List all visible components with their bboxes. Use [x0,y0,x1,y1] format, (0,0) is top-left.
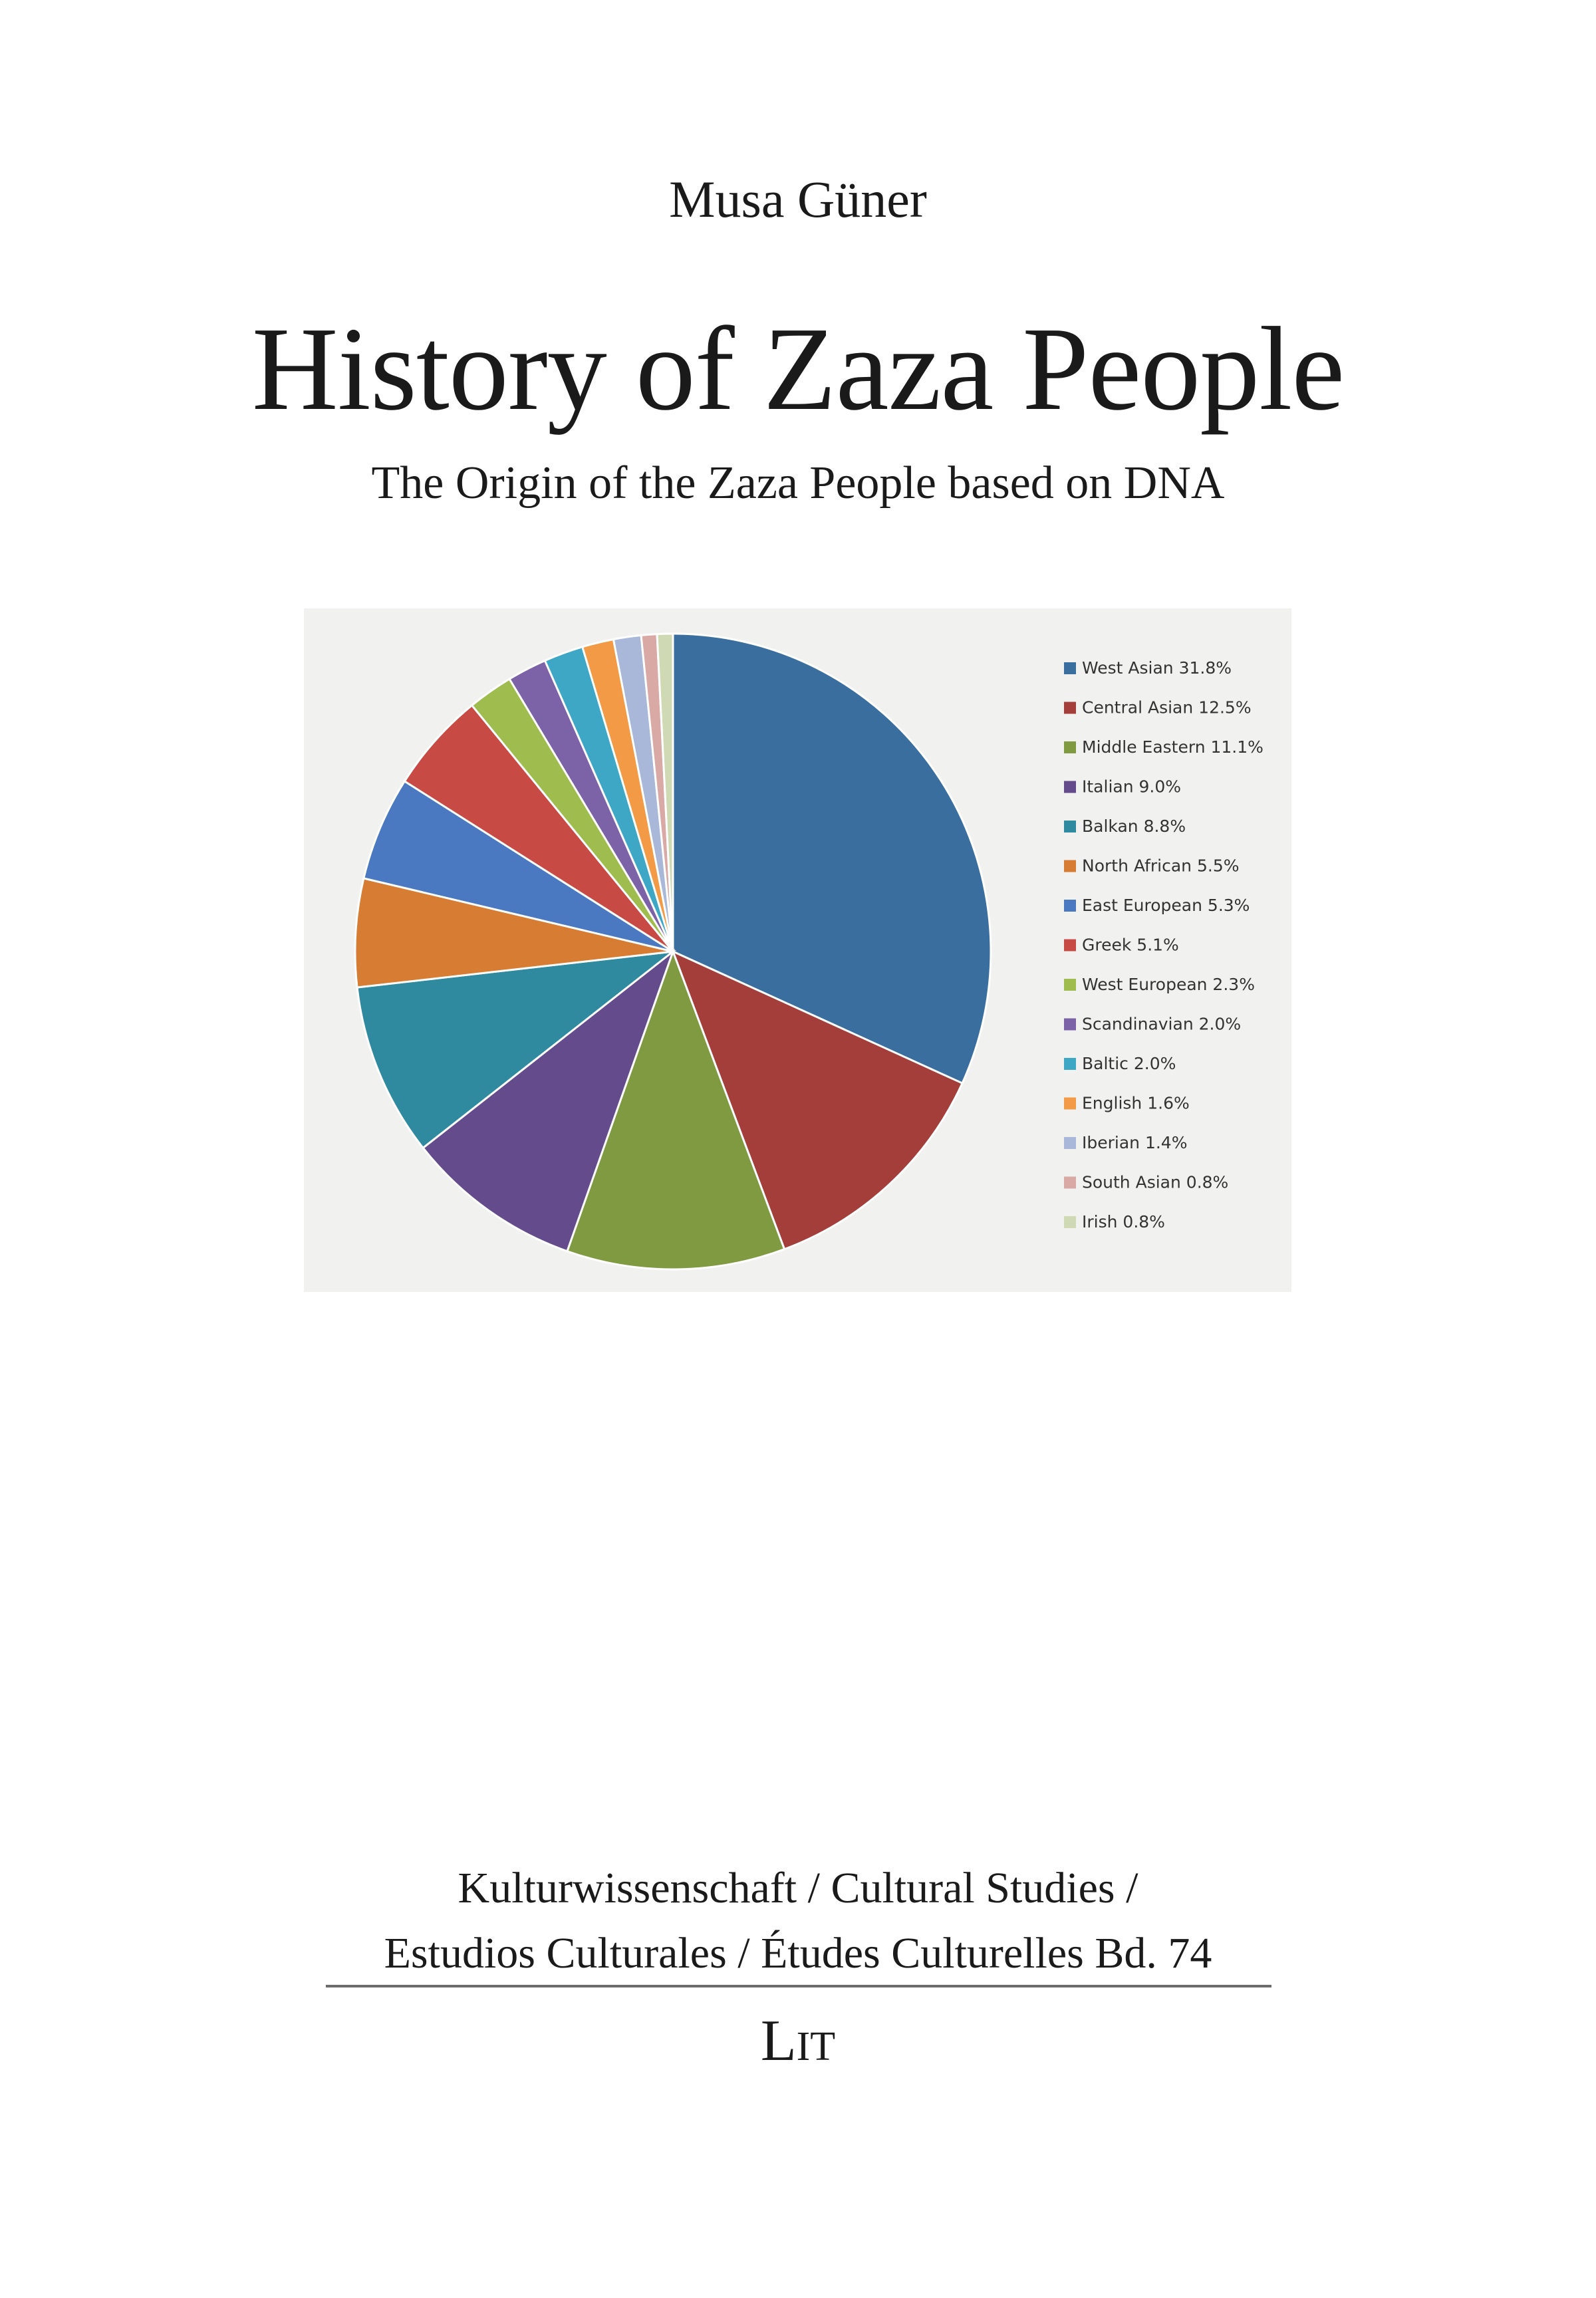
legend-label-13: South Asian 0.8% [1082,1172,1229,1192]
legend-swatch-12 [1064,1137,1076,1149]
legend-label-4: Balkan 8.8% [1082,817,1186,836]
author-name: Musa Güner [669,170,927,228]
legend-swatch-8 [1064,979,1076,991]
book-subtitle: The Origin of the Zaza People based on DNA [371,457,1225,509]
legend-label-5: North African 5.5% [1082,856,1240,876]
book-title: History of Zaza People [251,303,1345,435]
publisher-logo: Lit [760,2009,836,2073]
legend-swatch-14 [1064,1216,1076,1228]
legend-label-9: Scandinavian 2.0% [1082,1014,1242,1034]
legend-swatch-2 [1064,741,1076,753]
legend-label-11: English 1.6% [1082,1093,1190,1113]
legend-swatch-11 [1064,1098,1076,1110]
series-line-2: Estudios Culturales / Études Culturelles Bd. 74 [384,1929,1212,1978]
legend-label-10: Baltic 2.0% [1082,1054,1176,1073]
legend-swatch-6 [1064,900,1076,912]
legend-swatch-9 [1064,1019,1076,1031]
legend-label-7: Greek 5.1% [1082,935,1179,955]
legend-label-0: West Asian 31.8% [1082,658,1232,678]
legend-swatch-7 [1064,940,1076,952]
legend-label-6: East European 5.3% [1082,896,1250,915]
legend-swatch-10 [1064,1058,1076,1070]
legend-label-2: Middle Eastern 11.1% [1082,737,1264,757]
legend-label-12: Iberian 1.4% [1082,1133,1188,1152]
pie-chart-panel [304,608,1291,1292]
legend-label-3: Italian 9.0% [1082,777,1182,797]
legend-swatch-5 [1064,860,1076,872]
pie-slices [355,634,991,1269]
legend-label-14: Irish 0.8% [1082,1212,1165,1231]
legend-swatch-13 [1064,1177,1076,1189]
legend-label-1: Central Asian 12.5% [1082,698,1252,717]
legend-swatch-4 [1064,821,1076,832]
series-line-1: Kulturwissenschaft / Cultural Studies / [458,1864,1138,1912]
legend-label-8: West European 2.3% [1082,975,1255,994]
legend-swatch-0 [1064,662,1076,674]
series-rule [326,1985,1271,1987]
legend-swatch-1 [1064,702,1076,714]
pie-chart [304,608,1291,1292]
pie-legend [1064,658,1264,1231]
legend-swatch-3 [1064,781,1076,793]
